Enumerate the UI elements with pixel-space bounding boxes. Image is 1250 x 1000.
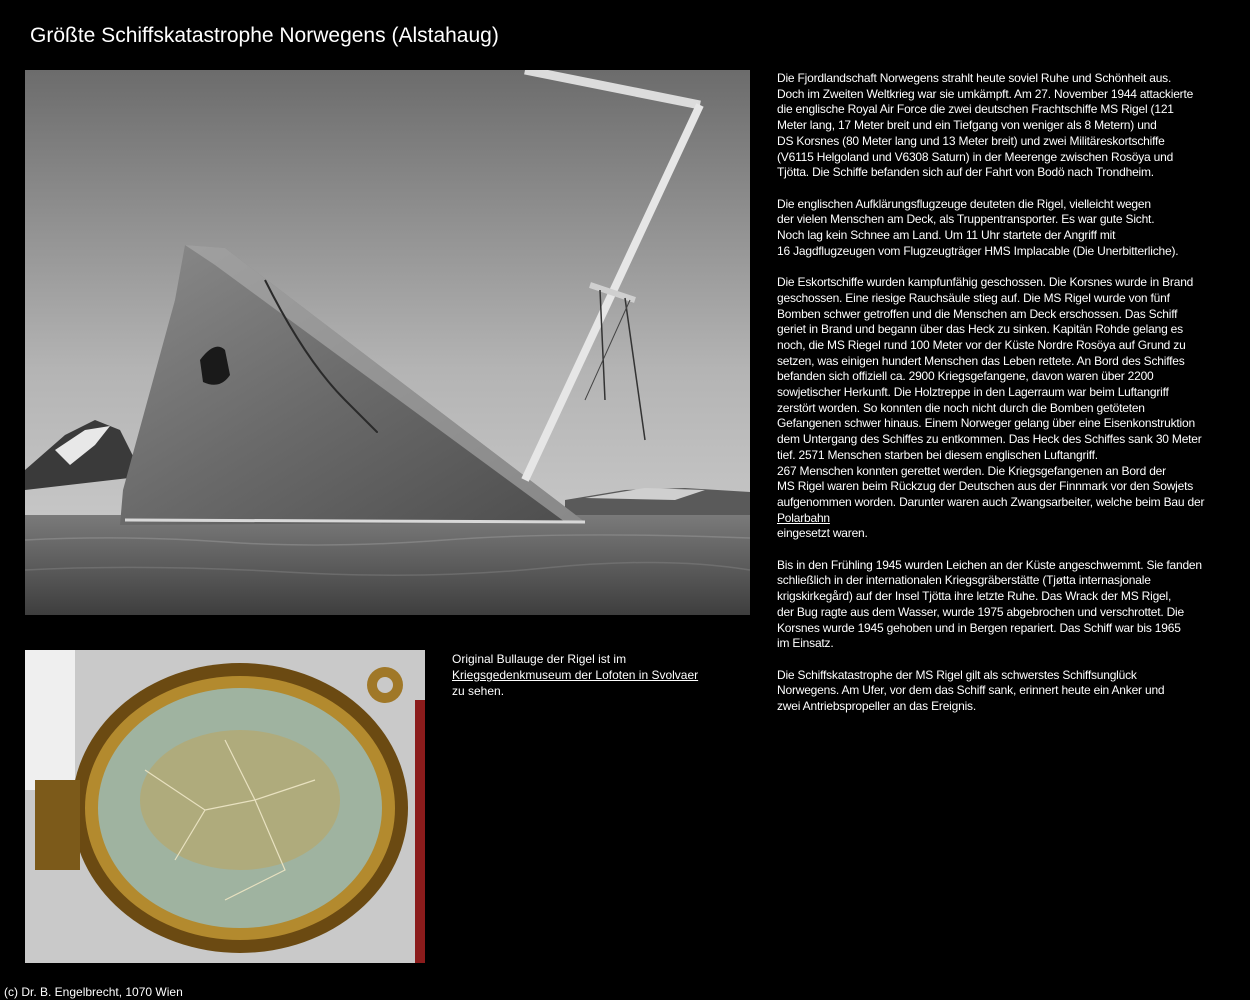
text-line: Die englischen Aufklärungsflugzeuge deuteten die Rigel, vielleicht wegen	[777, 196, 1151, 211]
text-line: Doch im Zweiten Weltkrieg war sie umkämpft. Am 27. November 1944 attackierte	[777, 86, 1194, 101]
shipwreck-photo	[25, 70, 750, 615]
article-paragraph-5	[777, 668, 1227, 715]
text-line: befanden sich offiziell ca. 2900 Kriegsgefangene, davon waren über 2200	[777, 369, 1154, 384]
text-line: (V6115 Helgoland und V6308 Saturn) in der Meerenge zwischen Rosöya und	[777, 149, 1174, 164]
article-paragraph-3	[777, 275, 1227, 542]
text-line: krigskirkegård) auf der Insel Tjötta ihre letzte Ruhe. Das Wrack der MS Rigel,	[777, 589, 1172, 604]
text-line: Norwegens. Am Ufer, vor dem das Schiff sank, erinnert heute ein Anker und	[777, 683, 1165, 698]
page-title: Größte Schiffskatastrophe Norwegens (Alstahaug)	[30, 24, 499, 47]
text-line: der Bug ragte aus dem Wasser, wurde 1975 abgebrochen und verschrottet. Die	[777, 604, 1184, 619]
copyright-footer: (c) Dr. B. Engelbrecht, 1070 Wien	[4, 985, 183, 999]
text-line: zwei Antriebspropeller an das Ereignis.	[777, 699, 976, 714]
text-line: Die Fjordlandschaft Norwegens strahlt heute soviel Ruhe und Schönheit aus.	[777, 71, 1172, 85]
porthole-caption	[452, 651, 742, 699]
text-line: geschossen. Eine riesige Rauchsäule stieg auf. Die MS Rigel wurde von fünf	[777, 290, 1170, 305]
text-line: der vielen Menschen am Deck, als Truppentransporter. Es war gute Sicht.	[777, 212, 1155, 227]
text-line: noch, die MS Riegel rund 100 Meter vor der Küste Nordre Rosöya auf Grund zu	[777, 337, 1186, 352]
article-paragraph-1	[777, 71, 1227, 181]
text-line: tief. 2571 Menschen starben bei diesem englischen Luftangriff.	[777, 447, 1098, 462]
text-line: sowjetischer Herkunft. Die Holztreppe in den Lagerraum war beim Luftangriff	[777, 385, 1169, 400]
text-line: dem Untergang des Schiffes zu entkommen. Das Heck des Schiffes sank 30 Meter	[777, 432, 1202, 447]
text-line: Meter lang, 17 Meter breit und ein Tiefgang von weniger als 8 Metern) und	[777, 118, 1157, 133]
text-line: Noch lag kein Schnee am Land. Um 11 Uhr startete der Angriff mit	[777, 228, 1116, 243]
text-line: Die Eskortschiffe wurden kampfunfähig geschossen. Die Korsnes wurde in Brand	[777, 275, 1194, 290]
text-line: Bis in den Frühling 1945 wurden Leichen an der Küste angeschwemmt. Sie fanden	[777, 557, 1202, 572]
text-line: setzen, was einigen hundert Menschen das Leben rettete. An Bord des Schiffes	[777, 353, 1185, 368]
polarbahn-link[interactable]: Polarbahn	[777, 510, 830, 525]
text-line: Gefangenen schwer hinaus. Einem Norweger gelang über eine Eisenkonstruktion	[777, 416, 1195, 431]
text-line: schließlich in der internationalen Kriegsgräberstätte (Tjøtta internasjonale	[777, 573, 1151, 588]
text-line: MS Rigel waren beim Rückzug der Deutschen aus der Finnmark vor den Sowjets	[777, 479, 1194, 494]
text-line: Die Schiffskatastrophe der MS Rigel gilt als schwerstes Schiffsunglück	[777, 667, 1137, 682]
museum-link[interactable]: Kriegsgedenkmuseum der Lofoten in Svolvaer	[452, 668, 699, 682]
text-line: 16 Jagdflugzeugen vom Flugzeugträger HMS Implacable (Die Unerbitterliche).	[777, 243, 1179, 258]
text-line: Korsnes wurde 1945 gehoben und in Bergen repariert. Das Schiff war bis 1965	[777, 620, 1181, 635]
text-line: aufgenommen worden. Darunter waren auch Zwangsarbeiter, welche beim Bau der	[777, 494, 1205, 509]
article-text	[777, 71, 1227, 715]
text-line: eingesetzt waren.	[777, 526, 868, 541]
text-line: DS Korsnes (80 Meter lang und 13 Meter breit) und zwei Militäreskortschiffe	[777, 133, 1165, 148]
caption-text: Original Bullauge der Rigel ist im	[452, 652, 627, 666]
text-line: Tjötta. Die Schiffe befanden sich auf der Fahrt von Bodö nach Trondheim.	[777, 165, 1154, 180]
text-line: die englische Royal Air Force die zwei deutschen Frachtschiffe MS Rigel (121	[777, 102, 1174, 117]
text-line: geriet in Brand und begann über das Heck zu sinken. Kapitän Rohde gelang es	[777, 322, 1183, 337]
text-line: 267 Menschen konnten gerettet werden. Die Kriegsgefangenen an Bord der	[777, 463, 1166, 478]
text-line: im Einsatz.	[777, 636, 834, 651]
article-paragraph-4	[777, 558, 1227, 652]
article-paragraph-2	[777, 197, 1227, 260]
text-line: zerstört worden. So konnten die noch nicht durch die Bomben getöteten	[777, 400, 1145, 415]
porthole-photo	[25, 650, 425, 963]
caption-text-end: zu sehen.	[452, 684, 505, 698]
text-line: Bomben schwer getroffen und die Menschen am Deck erschossen. Das Schiff	[777, 306, 1178, 321]
